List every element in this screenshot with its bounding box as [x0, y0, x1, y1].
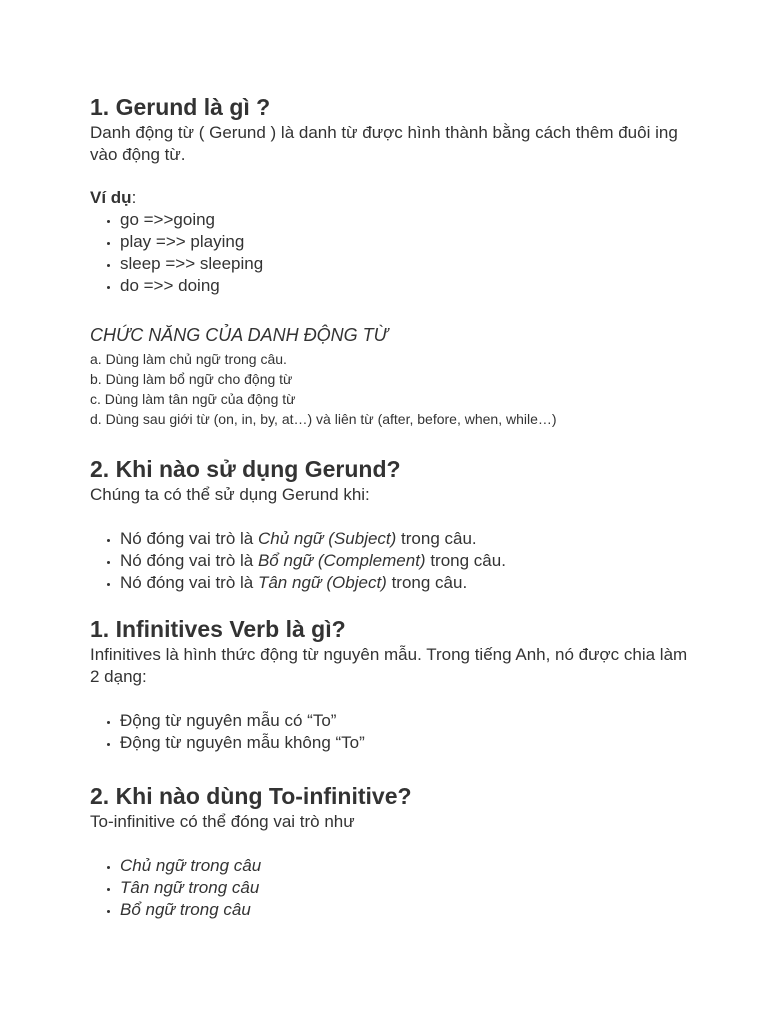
section-heading: 1. Infinitives Verb là gì? — [90, 616, 346, 642]
function-item: b. Dùng làm bổ ngữ cho động từ — [90, 371, 293, 387]
list-item: • Bổ ngữ trong câu — [120, 899, 690, 921]
example-label-line — [90, 187, 690, 209]
list-item — [120, 572, 690, 594]
section-intro: To-infinitive có thể đóng vai trò như — [90, 812, 355, 831]
item-text: trong câu. — [396, 529, 477, 548]
examples-list — [90, 209, 690, 297]
item-text: trong câu. — [386, 573, 468, 592]
roles-list — [90, 855, 690, 921]
function-item: c. Dùng làm tân ngữ của động từ — [90, 391, 296, 407]
list-item: • play =>> playing — [120, 231, 690, 253]
functions-title: CHỨC NĂNG CỦA DANH ĐỘNG TỪ — [90, 325, 388, 345]
section-heading: 1. Gerund là gì ? — [90, 94, 271, 120]
section-intro: Danh động từ ( Gerund ) là danh từ được hình thành bằng cách thêm đuôi ing vào động từ. — [90, 123, 678, 164]
section-intro: Infinitives là hình thức động từ nguyên mẫu. Trong tiếng Anh, nó được chia làm 2 dạng: — [90, 645, 688, 686]
list-item: • Động từ nguyên mẫu không “To” — [120, 732, 690, 754]
function-item: d. Dùng sau giới từ (on, in, by, at…) và liên từ (after, before, when, while…) — [90, 411, 557, 427]
list-item: • Chủ ngữ trong câu — [120, 855, 690, 877]
section-infinitive-definition — [90, 616, 690, 754]
item-text: Nó đóng vai trò là — [120, 573, 258, 592]
list-item: • Tân ngữ trong câu — [120, 877, 690, 899]
item-emphasis: Bổ ngữ (Complement) — [257, 551, 426, 570]
list-item — [120, 550, 690, 572]
function-item: a. Dùng làm chủ ngữ trong câu. — [90, 351, 287, 367]
section-to-infinitive-usage — [90, 783, 690, 921]
section-intro: Chúng ta có thể sử dụng Gerund khi: — [90, 485, 370, 504]
list-item: • go =>>going — [120, 209, 690, 231]
infinitive-types-list — [90, 710, 690, 754]
list-item — [120, 528, 690, 550]
item-text: Nó đóng vai trò là — [120, 551, 258, 570]
item-text: Nó đóng vai trò là — [120, 529, 258, 548]
examples-block — [90, 187, 690, 297]
item-emphasis: Chủ ngữ (Subject) — [257, 529, 397, 548]
functions-block — [90, 324, 690, 429]
example-label-colon: : — [131, 188, 137, 207]
list-item: • sleep =>> sleeping — [120, 253, 690, 275]
section-heading: 2. Khi nào dùng To-infinitive? — [90, 783, 412, 809]
section-gerund-usage — [90, 456, 690, 594]
section-heading: 2. Khi nào sử dụng Gerund? — [90, 456, 401, 482]
example-label: Ví dụ — [90, 188, 132, 207]
usage-list — [90, 528, 690, 594]
item-emphasis: Tân ngữ (Object) — [257, 573, 387, 592]
list-item: • do =>> doing — [120, 275, 690, 297]
item-text: trong câu. — [425, 551, 506, 570]
list-item: • Động từ nguyên mẫu có “To” — [120, 710, 690, 732]
section-gerund-definition — [90, 94, 690, 166]
